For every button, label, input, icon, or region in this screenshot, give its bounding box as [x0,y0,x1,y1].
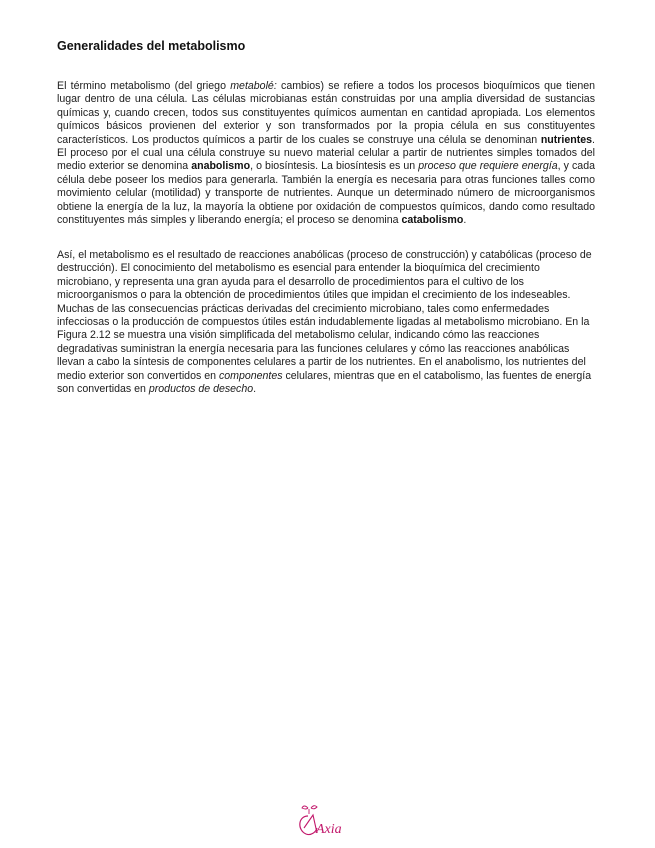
italic-phrase: proceso que requiere energía [418,160,558,173]
text-run: cambios) se refiere a todos los procesos bioquímicos que tienen lugar dentro de una célula. Las células microbianas están construidas por una amplia diversidad de sustancias químicas y, cuando crecen, todos sus constituyentes químicos aumentan en cantidad apropiada. Los elementos químicos básicos provienen del exterior y son transformados por la propia célula en sus constituyentes característicos. Los productos químicos a partir de los cuales se construye una célula se denominan [57,80,595,146]
bold-term-catabolismo: catabolismo [401,214,464,227]
paragraph-metabolism-summary [57,249,595,396]
text-run: El término metabolismo (del griego [57,80,231,92]
text-run: . [253,383,257,396]
section-title: Generalidades del metabolismo [57,39,246,53]
text-run: , o biosíntesis. La biosíntesis es un [250,160,419,173]
paragraph-metabolism-definition [57,80,595,227]
logo-text: Axia [316,822,342,837]
text-run: , y cada célula debe poseer los medios para generarla. También la energía es necesaria para otras funciones talles como movimiento celular (motilidad) y transporte de nutrientes. Aunque un determinado número de microorganismos obtiene la energía de la luz, la mayoría la obtiene por oxidación de compuestos químicos, dando como resultado constituyentes más simples y liberando energía; el proceso se denomina [57,160,595,227]
text-run: . [463,214,467,227]
axia-logo-icon [294,804,360,840]
text-run: celulares, mientras que en el catabolismo, las fuentes de energía son convertidas en [57,369,592,396]
bold-term-nutrientes: nutrientes [540,133,593,146]
bold-term-anabolismo: anabolismo [191,160,251,173]
italic-term: componentes [218,369,283,382]
italic-term: metabolé: [230,80,277,92]
italic-phrase: productos de desecho [148,383,254,396]
text-run: . El proceso por el cual una célula construye su nuevo material celular a partir de nutrientes simples tomados del medio exterior se denomina [57,133,595,173]
footer-logo [294,804,360,840]
text-run: Así, el metabolismo es el resultado de reacciones anabólicas (proceso de construcción) y catabólicas (proceso de destrucción). El conocimiento del metabolismo es esencial para entender la bioquímica del crecimiento microbiano, y representa una gran ayuda para el desarrollo de procedimientos para el cultivo de los microorganismos o para la obtención de procedimientos útiles que impidan el crecimiento de los indeseables. Muchas de las consecuencias prácticas derivadas del crecimiento microbiano, tales como enfermedades infecciosas o la producción de compuestos útiles están indudablemente ligadas al metabolismo microbiano. En la Figura 2.12 se muestra una visión simplificada del metabolismo celular, indicando cómo las reacciones degradativas suministran la energía necesaria para las funciones celulares y cómo las reacciones anabólicas llevan a cabo la síntesis de componentes celulares a partir de los nutrientes. En el anabolismo, los nutrientes del medio exterior son convertidos en [57,249,592,382]
